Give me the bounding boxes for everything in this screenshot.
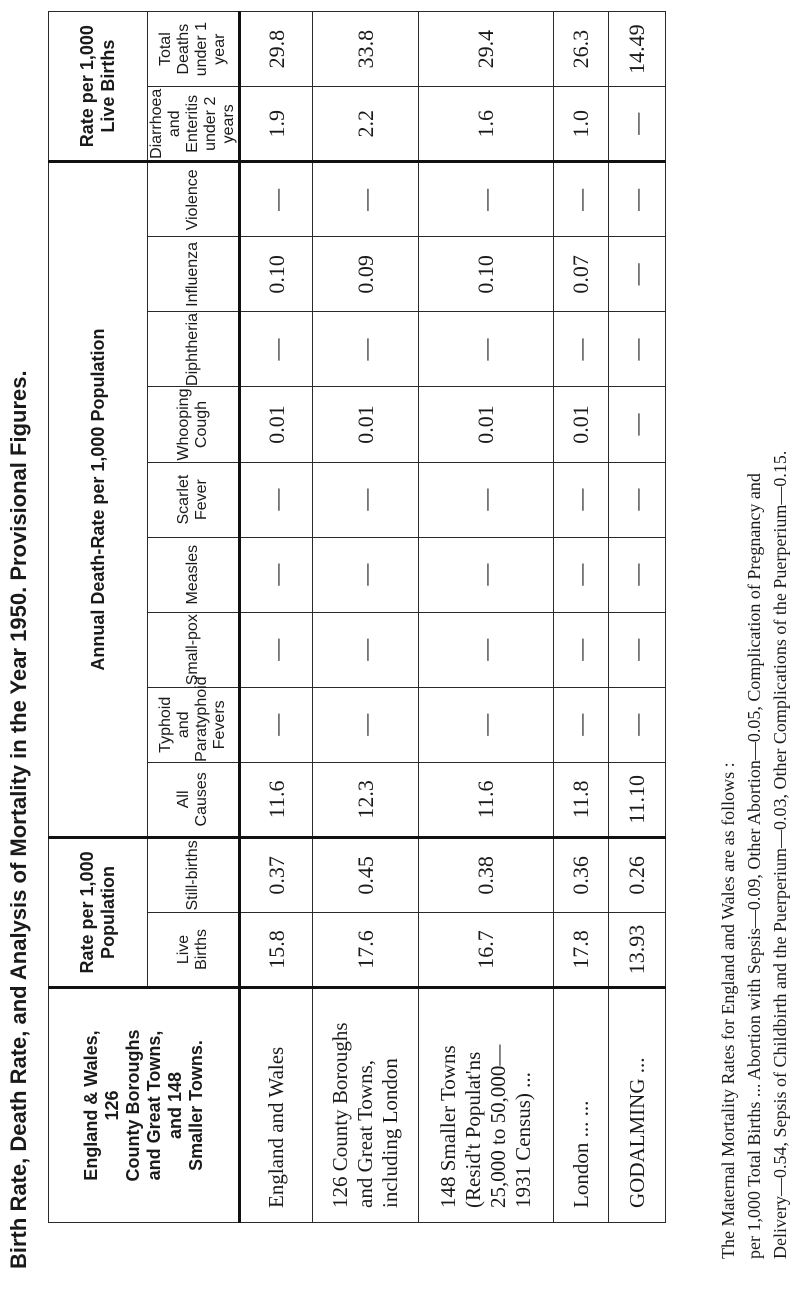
cell: 0.36 (554, 837, 609, 912)
col-measles: Measles (148, 537, 240, 612)
cell: — (313, 312, 419, 387)
cell: 0.37 (240, 837, 313, 912)
col-diarrhoea: Diarrhoea and Enteritis under 2 years (148, 87, 240, 162)
cell: 0.10 (419, 237, 554, 312)
cell: — (240, 612, 313, 687)
cell: 14.49 (609, 12, 666, 87)
col-smallpox: Small-pox (148, 612, 240, 687)
cell: 0.01 (240, 387, 313, 462)
cell: 15.8 (240, 912, 313, 987)
group-births-line: Rate per 1,000 (77, 25, 97, 148)
cell: — (240, 687, 313, 762)
cell: 0.09 (313, 237, 419, 312)
cell: — (554, 687, 609, 762)
cell: — (240, 312, 313, 387)
cell: — (419, 537, 554, 612)
group-births (49, 12, 148, 162)
cell: — (240, 537, 313, 612)
cell: — (609, 387, 666, 462)
cell: — (609, 87, 666, 162)
row-label (313, 988, 419, 1223)
row-label-line: 25,000 to 50,000— (486, 1044, 510, 1208)
cell: 17.6 (313, 912, 419, 987)
group-population-line: Rate per 1,000 (77, 851, 97, 974)
table-row (609, 12, 666, 1223)
group-death-rate: Annual Death-Rate per 1,000 Population (49, 162, 148, 838)
cell: 11.6 (419, 762, 554, 837)
cell: 0.01 (419, 387, 554, 462)
row-label-line: 126 County Boroughs (328, 1022, 352, 1208)
page-title: Birth Rate, Death Rate, and Analysis of Mortality in the Year 1950. Provisional Figures. (6, 370, 31, 1269)
cell: 0.38 (419, 837, 554, 912)
row-label-line: GODALMING ... (624, 1057, 649, 1208)
cell: — (419, 312, 554, 387)
table-row (419, 12, 554, 1223)
col-influenza: Influenza (148, 237, 240, 312)
col-scarlet-fever: Scarlet Fever (148, 462, 240, 537)
footnote-line: Delivery—0.54, Sepsis of Childbirth and the Puerperium—0.03, Other Complications of the Puerperium—0.15. (770, 450, 790, 1259)
row-label-line: (Resid't Populat'ns (461, 1051, 485, 1208)
col-violence: Violence (148, 162, 240, 237)
corner-line: Smaller Towns. (185, 1040, 206, 1171)
cell: 2.2 (313, 87, 419, 162)
cell: 16.7 (419, 912, 554, 987)
cell: 13.93 (609, 912, 666, 987)
cell: — (609, 612, 666, 687)
cell: 26.3 (554, 12, 609, 87)
corner-line: County Boroughs (122, 1029, 143, 1182)
table-row (313, 12, 419, 1223)
row-label (554, 988, 609, 1223)
cell: — (609, 687, 666, 762)
col-diphtheria: Diphtheria (148, 312, 240, 387)
cell: 17.8 (554, 912, 609, 987)
col-whooping-cough: Whooping Cough (148, 387, 240, 462)
cell: 0.45 (313, 837, 419, 912)
cell: — (419, 462, 554, 537)
row-label-line: London ... ... (568, 1100, 593, 1208)
col-typhoid: Typhoid and Paratyphoid Fevers (148, 687, 240, 762)
cell: — (313, 162, 419, 237)
table-row (240, 12, 313, 1223)
row-label-line: England and Wales (264, 1046, 288, 1208)
table-row (554, 12, 609, 1223)
cell: 29.4 (419, 12, 554, 87)
corner-line: 126 (101, 1090, 122, 1121)
cell: — (313, 537, 419, 612)
cell: 1.9 (240, 87, 313, 162)
cell: — (240, 462, 313, 537)
row-label-line: including London (378, 1058, 402, 1208)
cell: 0.07 (554, 237, 609, 312)
cell: 1.0 (554, 87, 609, 162)
row-label-line: and Great Towns, (353, 1059, 377, 1208)
cell: 0.26 (609, 837, 666, 912)
footnote-line: per 1,000 Total Births ... Abortion with Sepsis—0.09, Other Abortion—0.05, Complication of Pregnancy and (744, 473, 764, 1259)
col-live-births: Live Births (148, 912, 240, 987)
cell: — (609, 162, 666, 237)
cell: — (313, 462, 419, 537)
cell: 1.6 (419, 87, 554, 162)
cell: — (419, 687, 554, 762)
row-label (419, 988, 554, 1223)
cell: 29.8 (240, 12, 313, 87)
corner-line: and 148 (164, 1071, 185, 1140)
group-population-line: Population (98, 865, 118, 959)
mortality-table (48, 11, 666, 1223)
group-births-line: Live Births (98, 39, 118, 133)
cell: — (609, 312, 666, 387)
cell: 11.10 (609, 762, 666, 837)
cell: — (554, 162, 609, 237)
cell: 33.8 (313, 12, 419, 87)
cell: 0.01 (554, 387, 609, 462)
footnote-line: The Maternal Mortality Rates for England and Wales are as follows : (718, 762, 738, 1259)
cell: — (419, 612, 554, 687)
cell: — (554, 462, 609, 537)
corner-label (49, 988, 240, 1223)
group-population (49, 837, 148, 987)
cell: 0.01 (313, 387, 419, 462)
corner-line: England & Wales, (80, 1030, 101, 1181)
cell: 12.3 (313, 762, 419, 837)
row-label-line: 1931 Census) ... (511, 1072, 535, 1208)
cell: — (554, 612, 609, 687)
col-infant-deaths: Total Deaths under 1 year (148, 12, 240, 87)
cell: — (554, 537, 609, 612)
cell: — (313, 612, 419, 687)
row-label (240, 988, 313, 1223)
col-all-causes: All Causes (148, 762, 240, 837)
cell: — (609, 237, 666, 312)
cell: — (609, 537, 666, 612)
cell: — (609, 462, 666, 537)
row-label-line: 148 Smaller Towns (436, 1045, 460, 1208)
row-label (609, 988, 666, 1223)
cell: — (554, 312, 609, 387)
cell: — (313, 687, 419, 762)
cell: — (419, 162, 554, 237)
cell: — (240, 162, 313, 237)
corner-line: and Great Towns, (143, 1030, 164, 1181)
cell: 11.6 (240, 762, 313, 837)
cell: 11.8 (554, 762, 609, 837)
cell: 0.10 (240, 237, 313, 312)
col-still-births: Still-births (148, 837, 240, 912)
